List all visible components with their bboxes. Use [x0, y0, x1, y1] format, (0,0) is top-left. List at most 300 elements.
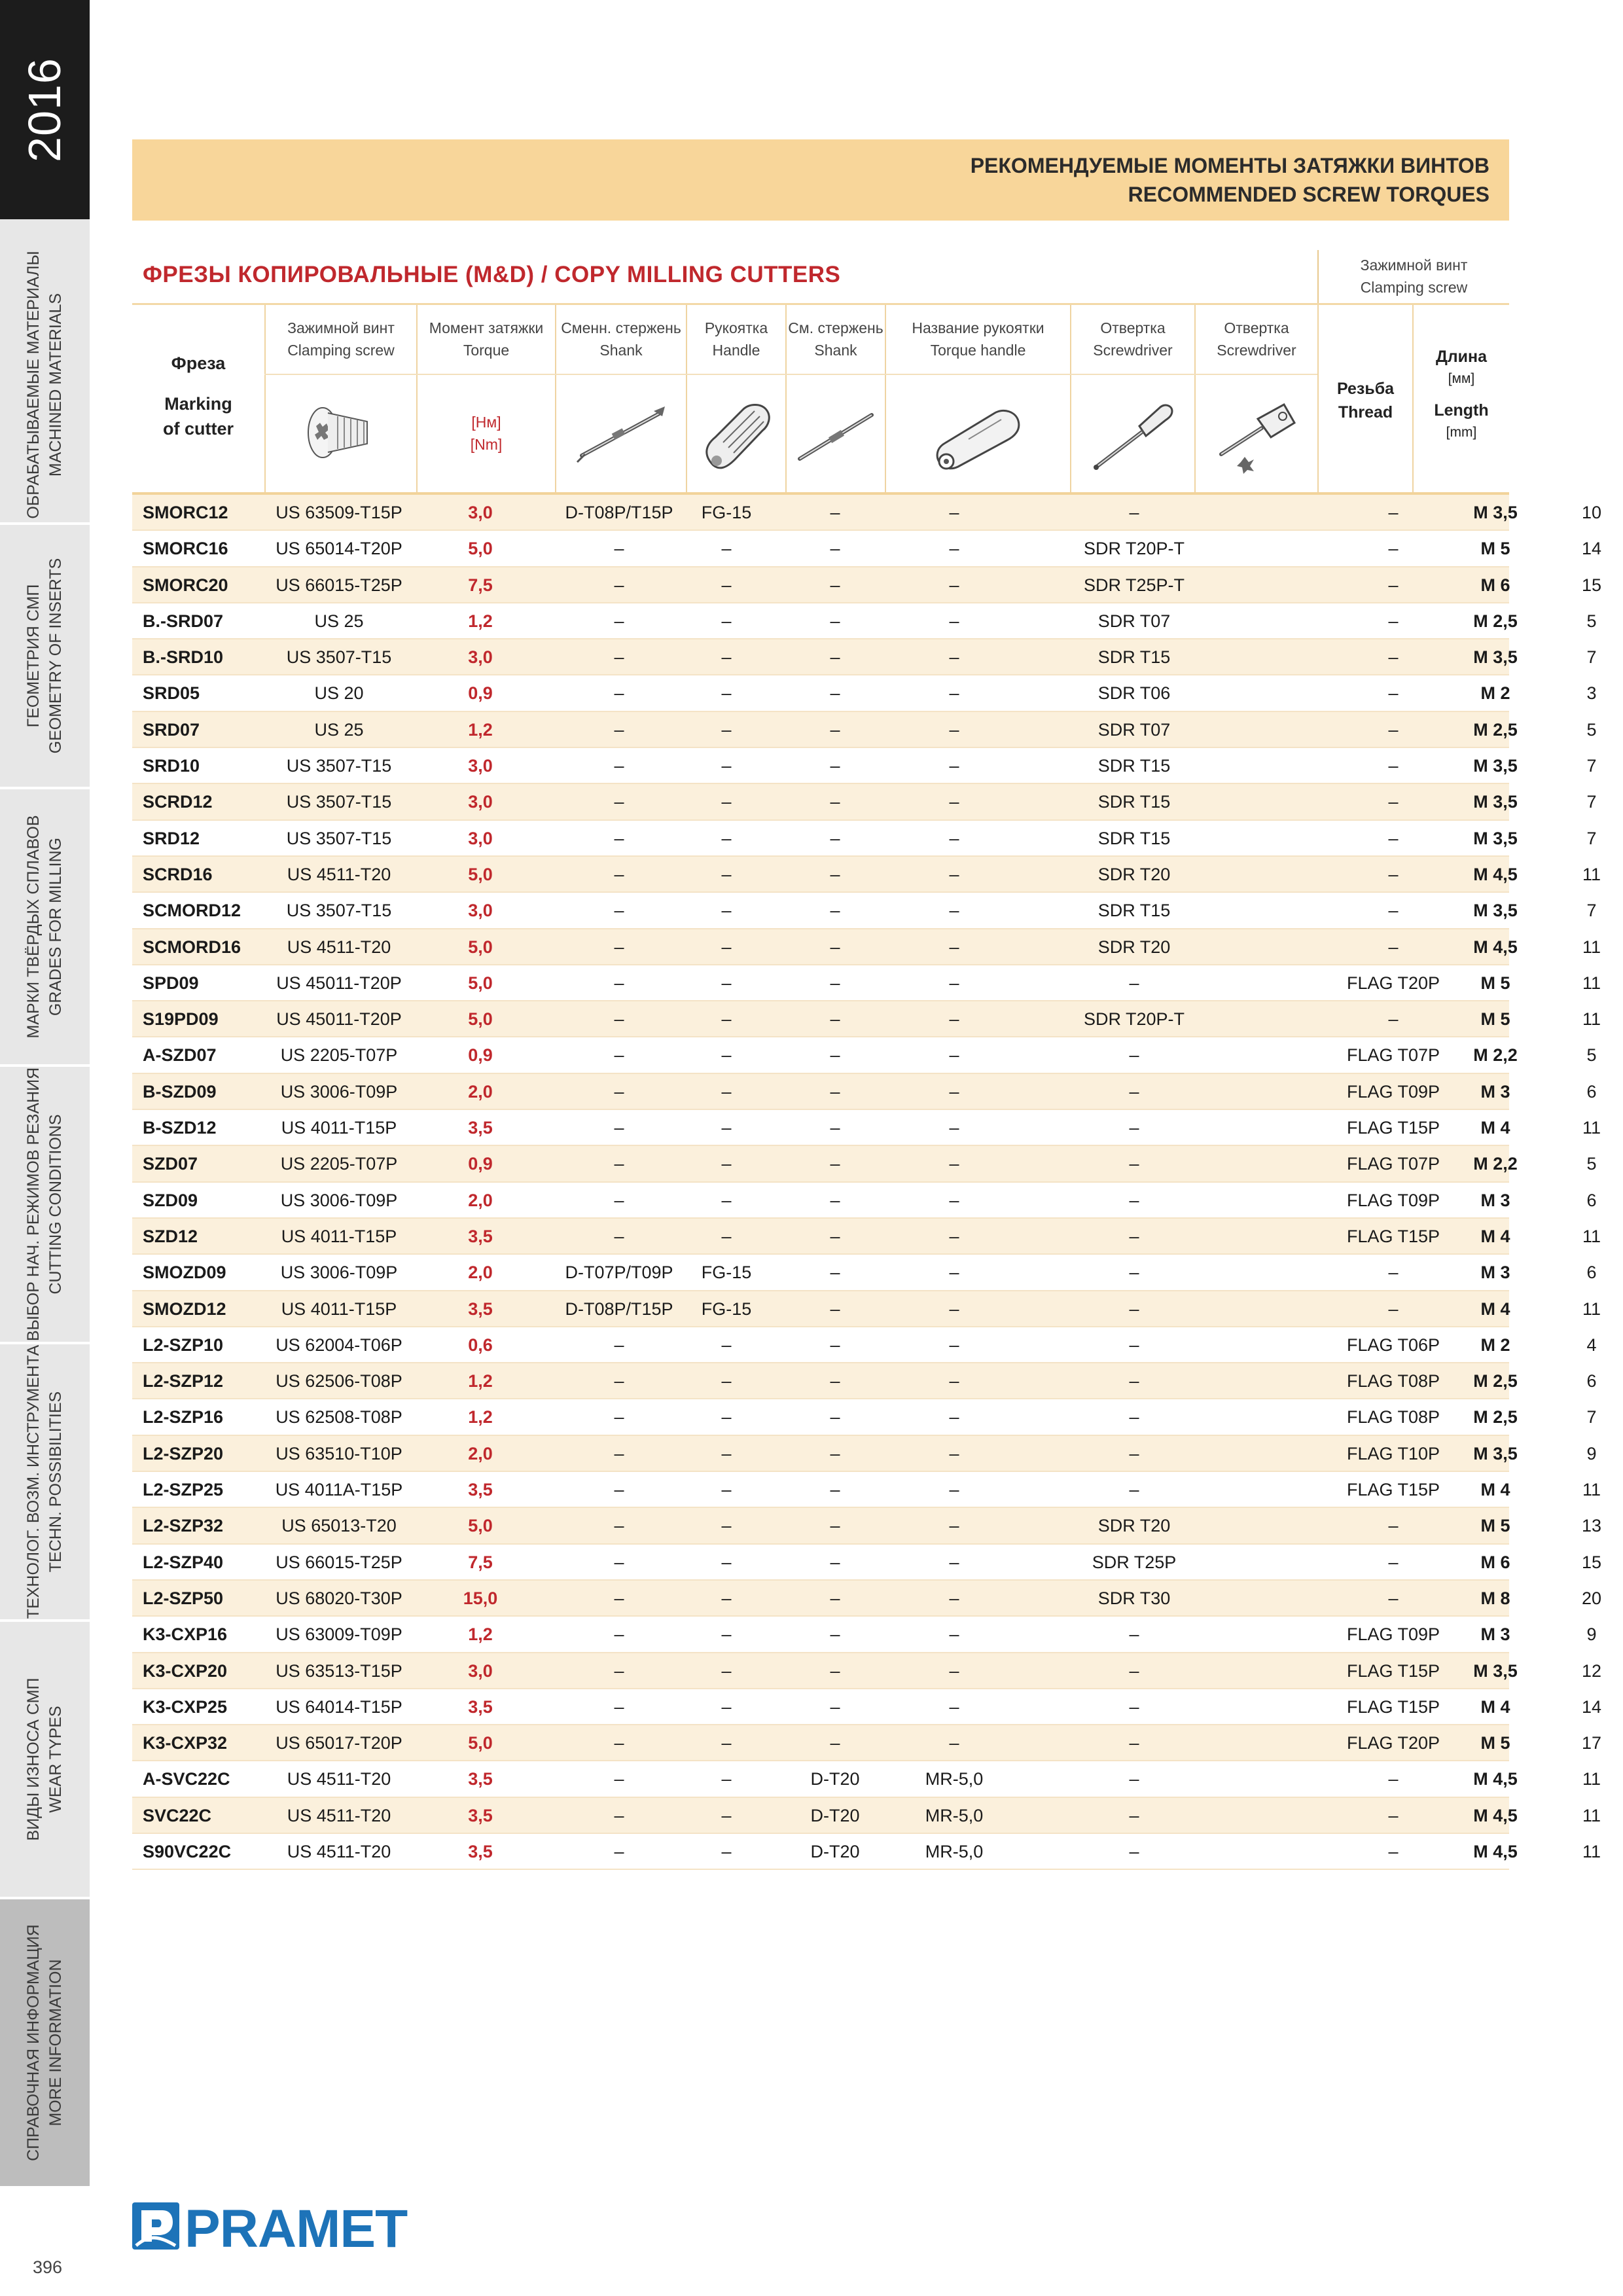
length-value: 11: [1582, 1805, 1601, 1825]
flag-screwdriver-value: –: [1388, 864, 1399, 884]
torque-value: 5,0: [468, 973, 493, 993]
cutter-marking: B.-SRD10: [143, 647, 224, 668]
header-screwdriver-2: [1194, 305, 1317, 492]
screwdriver-value: SDR T15: [1097, 647, 1171, 668]
header-length-en: Length: [1434, 401, 1489, 420]
screwdriver-value: –: [1129, 1263, 1139, 1283]
thread-value: M 2,2: [1473, 1154, 1518, 1174]
row-divider: [132, 1869, 1509, 1870]
length-value: 10: [1581, 503, 1602, 522]
flag-screwdriver-value: FLAG T09P: [1346, 1190, 1440, 1210]
shank-value: –: [614, 1588, 624, 1608]
torque-handle-value: –: [949, 1480, 959, 1500]
shank2-value: –: [830, 1335, 840, 1355]
sidebar-tab-en: MORE INFORMATION: [46, 1959, 65, 2126]
clamping-screw: US 3507-T15: [286, 792, 392, 812]
cutter-marking: L2-SZP16: [143, 1407, 224, 1427]
table-row: [132, 893, 1597, 929]
table-row: [132, 1436, 1597, 1472]
header-handle: [686, 305, 785, 492]
clamping-screw: US 2205-T07P: [280, 1045, 398, 1066]
screwdriver-value: –: [1129, 973, 1139, 993]
shank2-value: D-T20: [810, 1769, 860, 1789]
handle-value: –: [721, 539, 732, 559]
shank2-value: –: [830, 1733, 840, 1753]
year-label: 2016: [19, 58, 70, 162]
clamping-screw: US 4011-T15P: [281, 1299, 397, 1319]
flag-screwdriver-value: –: [1388, 683, 1399, 704]
logo-wordmark: PRAMET: [185, 2199, 408, 2259]
handle-value: –: [721, 1118, 732, 1138]
flag-screwdriver-value: –: [1388, 539, 1399, 559]
length-value: 5: [1586, 611, 1597, 631]
handle-value: –: [721, 1660, 732, 1681]
shank-value: –: [614, 973, 624, 993]
torque-handle-value: –: [949, 719, 959, 740]
flag-screwdriver-value: –: [1388, 1299, 1399, 1319]
flag-screwdriver-value: FLAG T07P: [1346, 1045, 1440, 1066]
header-marking-ru: Фреза: [171, 353, 226, 373]
shank-value: –: [614, 1841, 624, 1861]
header-en: Handle: [712, 342, 760, 359]
header-en: Screwdriver: [1093, 342, 1173, 359]
handle-value: –: [721, 611, 732, 631]
table-row: [132, 1363, 1597, 1399]
torque-handle-value: –: [949, 503, 959, 522]
length-value: 4: [1586, 1335, 1597, 1355]
shank2-value: –: [830, 647, 840, 668]
shank-value: –: [614, 575, 624, 595]
thread-value: M 2,5: [1473, 719, 1518, 740]
shank-value: –: [614, 828, 624, 848]
cutter-marking: SMOZD12: [143, 1299, 226, 1319]
torque-value: 2,0: [468, 1263, 493, 1283]
torque-table-body: [132, 495, 1602, 1870]
clamping-screw: US 4511-T20: [287, 1769, 391, 1789]
table-row: [132, 821, 1597, 857]
clamping-screw: US 4011-T15P: [281, 1118, 397, 1138]
table-row: [132, 495, 1602, 531]
clamping-screw-group-header: [1317, 250, 1509, 304]
header-length-unit-ru: [мм]: [1448, 371, 1475, 386]
shank2-value: –: [830, 1154, 840, 1174]
flag-screwdriver-value: –: [1388, 575, 1399, 595]
torque-handle-value: –: [949, 937, 959, 957]
length-value: 20: [1581, 1588, 1602, 1608]
torque-value: 5,0: [468, 1009, 493, 1030]
header-en: Torque: [463, 342, 510, 359]
flag-screwdriver-value: –: [1388, 1805, 1399, 1825]
clamping-screw: US 45011-T20P: [276, 973, 402, 993]
thread-value: M 5: [1480, 973, 1510, 993]
length-value: 9: [1586, 1443, 1597, 1463]
sidebar-tab-en: MACHINED MATERIALS: [46, 293, 65, 477]
cutter-marking: K3-CXP32: [143, 1733, 228, 1753]
flag-screwdriver-value: –: [1388, 719, 1399, 740]
thread-value: M 3,5: [1473, 792, 1518, 812]
banner-title-ru: РЕКОМЕНДУЕМЫЕ МОМЕНТЫ ЗАТЯЖКИ ВИНТОВ: [970, 154, 1489, 177]
header-ru: Рукоятка: [704, 319, 768, 336]
screwdriver-value: SDR T15: [1097, 901, 1171, 921]
thread-value: M 3,5: [1473, 503, 1518, 522]
cutter-marking: L2-SZP50: [143, 1588, 224, 1608]
screwdriver-value: –: [1129, 1805, 1139, 1825]
cutter-marking: SZD09: [143, 1190, 198, 1210]
length-value: 15: [1581, 1552, 1602, 1572]
handle-icon: [697, 397, 776, 478]
thread-value: M 2: [1480, 1335, 1510, 1355]
cutter-marking: SCRD16: [143, 864, 213, 884]
handle-value: –: [721, 1552, 732, 1572]
shank-value: –: [614, 1696, 624, 1717]
torque-handle-value: –: [949, 1154, 959, 1174]
torque-handle-value: –: [949, 1696, 959, 1717]
screwdriver-value: –: [1129, 1480, 1139, 1500]
sidebar-tab-techn-possibilities[interactable]: [0, 1344, 90, 1619]
table-row: [132, 1327, 1597, 1363]
shank2-value: –: [830, 901, 840, 921]
cutter-marking: B.-SRD07: [143, 611, 224, 631]
handle-value: –: [721, 792, 732, 812]
torque-handle-value: –: [949, 539, 959, 559]
flag-screwdriver-value: –: [1388, 828, 1399, 848]
torque-value: 3,0: [468, 756, 493, 776]
sidebar-tab-geometry[interactable]: [0, 525, 90, 787]
length-value: 11: [1582, 1009, 1601, 1030]
sidebar-tab-machined-materials[interactable]: [0, 247, 90, 522]
length-value: 14: [1581, 1696, 1602, 1717]
sidebar-tab-ru: ГЕОМЕТРИЯ СМП: [24, 584, 43, 728]
shank-value: –: [614, 1516, 624, 1536]
torque-handle-value: –: [949, 1263, 959, 1283]
thread-value: M 2,2: [1473, 1045, 1518, 1066]
table-row: [132, 712, 1597, 748]
torque-value: 3,0: [468, 503, 493, 522]
table-row: [132, 1110, 1601, 1146]
thread-value: M 8: [1480, 1588, 1510, 1608]
sidebar-tab-grades[interactable]: [0, 789, 90, 1064]
shank-value: D-T08P/T15P: [565, 503, 673, 522]
flag-screwdriver-value: FLAG T09P: [1346, 1624, 1440, 1645]
handle-value: –: [721, 1769, 732, 1789]
thread-value: M 3,5: [1473, 828, 1518, 848]
flag-screwdriver-value: –: [1388, 1516, 1399, 1536]
shank-value: –: [614, 1624, 624, 1645]
torque-value: 0,9: [468, 1154, 493, 1174]
torque-handle-value: –: [949, 1660, 959, 1681]
torque-handle-value: –: [949, 1733, 959, 1753]
sidebar-tab-wear-types[interactable]: [0, 1622, 90, 1897]
sidebar-tab-en: GRADES FOR MILLING: [46, 837, 65, 1016]
header-rule: [264, 374, 1317, 375]
screwdriver-value: SDR T20P-T: [1083, 539, 1185, 559]
clamping-screw: US 62506-T08P: [276, 1371, 402, 1391]
torque-value: 7,5: [468, 575, 493, 595]
screwdriver-value: SDR T20P-T: [1083, 1009, 1185, 1030]
table-row: [132, 1689, 1602, 1725]
shank-value: –: [614, 1480, 624, 1500]
sidebar-tab-en: WEAR TYPES: [46, 1706, 65, 1813]
clamping-screw: US 3006-T09P: [280, 1081, 398, 1102]
flag-screwdriver-value: –: [1388, 1841, 1399, 1861]
shank2-value: –: [830, 828, 840, 848]
torque-handle-value: –: [949, 1443, 959, 1463]
clamping-screw: US 4511-T20: [287, 937, 391, 957]
screwdriver-value: –: [1129, 1371, 1139, 1391]
flag-screwdriver-value: FLAG T15P: [1346, 1226, 1440, 1246]
shank-value: –: [614, 1805, 624, 1825]
handle-value: FG-15: [701, 1299, 752, 1319]
handle-value: –: [721, 1226, 732, 1246]
shank2-value: –: [830, 756, 840, 776]
shank2-value: –: [830, 937, 840, 957]
screwdriver-value: SDR T06: [1097, 683, 1171, 704]
clamping-screw: US 65017-T20P: [276, 1733, 402, 1753]
cutter-marking: SZD12: [143, 1226, 198, 1246]
torque-handle-value: –: [949, 1045, 959, 1066]
page-header-banner: [132, 139, 1509, 221]
screwdriver-value: SDR T15: [1097, 828, 1171, 848]
length-value: 11: [1582, 864, 1601, 884]
shank-icon: [572, 397, 670, 472]
handle-value: –: [721, 1624, 732, 1645]
thread-value: M 2: [1480, 683, 1510, 704]
screwdriver-value: –: [1129, 1226, 1139, 1246]
thread-value: M 4,5: [1473, 1841, 1518, 1861]
thread-value: M 4: [1480, 1480, 1510, 1500]
header-torque-handle: [885, 305, 1070, 492]
handle-value: –: [721, 1371, 732, 1391]
torque-value: 3,5: [468, 1805, 493, 1825]
torque-handle-value: –: [949, 1407, 959, 1427]
flag-screwdriver-value: –: [1388, 1009, 1399, 1030]
handle-value: –: [721, 973, 732, 993]
sidebar-tab-more-information[interactable]: [0, 1899, 90, 2186]
torque-handle-value: MR-5,0: [925, 1841, 984, 1861]
cutter-marking: L2-SZP25: [143, 1480, 224, 1500]
clamping-screw: US 4511-T20: [287, 864, 391, 884]
table-row: [132, 1255, 1597, 1291]
torque-handle-value: –: [949, 1552, 959, 1572]
shank2-value: –: [830, 1118, 840, 1138]
length-value: 11: [1582, 1841, 1601, 1861]
shank-value: –: [614, 1154, 624, 1174]
torque-value: 0,9: [468, 683, 493, 704]
header-thread-ru: Резьба: [1336, 380, 1395, 398]
shank-value: D-T07P/T09P: [565, 1263, 673, 1283]
cutter-marking: SZD07: [143, 1154, 198, 1174]
clamping-screw: US 63009-T09P: [276, 1624, 402, 1645]
handle-value: –: [721, 1009, 732, 1030]
flag-screwdriver-value: FLAG T20P: [1346, 973, 1440, 993]
torque-handle-value: –: [949, 611, 959, 631]
thread-value: M 2,5: [1473, 611, 1518, 631]
torque-handle-value: –: [949, 683, 959, 704]
shank2-value: –: [830, 973, 840, 993]
header-ru: Отвертка: [1224, 319, 1289, 336]
handle-value: –: [721, 683, 732, 704]
screwdriver-value: –: [1129, 1045, 1139, 1066]
shank2-value: –: [830, 1081, 840, 1102]
sidebar-tab-en: CUTTING CONDITIONS: [46, 1114, 65, 1295]
sidebar-tab-cutting-conditions[interactable]: [0, 1067, 90, 1342]
year-block: [0, 0, 90, 219]
banner-title-en: RECOMMENDED SCREW TORQUES: [1128, 183, 1489, 206]
shank-value: –: [614, 1733, 624, 1753]
screwdriver-value: –: [1129, 1733, 1139, 1753]
torque-value: 15,0: [463, 1588, 498, 1608]
shank-value: –: [614, 756, 624, 776]
cutter-marking: L2-SZP20: [143, 1443, 224, 1463]
cutter-marking: SVC22C: [143, 1805, 212, 1825]
pramet-logo-icon: [132, 2202, 179, 2250]
torque-handle-value: –: [949, 1299, 959, 1319]
length-value: 7: [1586, 792, 1597, 812]
shank2-value: –: [830, 539, 840, 559]
torque-handle-value: –: [949, 1226, 959, 1246]
header-length: [1412, 305, 1509, 492]
torque-handle-value: –: [949, 1190, 959, 1210]
screwdriver-value: –: [1129, 1081, 1139, 1102]
clamping-screw: US 66015-T25P: [276, 575, 402, 595]
cutter-marking: A-SZD07: [143, 1045, 217, 1066]
header-en: Torque handle: [930, 342, 1026, 359]
thread-value: M 3: [1480, 1263, 1510, 1283]
table-row: [132, 1074, 1597, 1110]
table-row: [132, 929, 1601, 965]
torque-handle-value: –: [949, 1081, 959, 1102]
handle-value: FG-15: [701, 1263, 752, 1283]
clamping-screw: US 3507-T15: [286, 756, 392, 776]
handle-value: –: [721, 901, 732, 921]
header-ru: Отвертка: [1100, 319, 1166, 336]
length-value: 11: [1582, 1118, 1601, 1138]
shank-value: –: [614, 1660, 624, 1681]
torque-handle-value: –: [949, 756, 959, 776]
torque-value: 5,0: [468, 937, 493, 957]
cutter-marking: SCRD12: [143, 792, 213, 812]
torque-value: 5,0: [468, 1516, 493, 1536]
screwdriver-value: SDR T20: [1097, 864, 1171, 884]
screwdriver-value: SDR T20: [1097, 1516, 1171, 1536]
torque-handle-value: –: [949, 1009, 959, 1030]
handle-value: –: [721, 937, 732, 957]
length-value: 6: [1586, 1081, 1597, 1102]
clamping-screw: US 20: [314, 683, 364, 704]
handle-value: FG-15: [701, 503, 752, 522]
shank-value: –: [614, 864, 624, 884]
thread-value: M 3: [1480, 1081, 1510, 1102]
length-value: 7: [1586, 1407, 1597, 1427]
torque-value: 0,9: [468, 1045, 493, 1066]
torque-unit-en: [Nm]: [470, 436, 503, 453]
torque-value: 3,0: [468, 1660, 493, 1681]
screwdriver-value: –: [1129, 1154, 1139, 1174]
length-value: 7: [1586, 901, 1597, 921]
shank-value: D-T08P/T15P: [565, 1299, 673, 1319]
torque-handle-value: –: [949, 792, 959, 812]
table-row: [132, 1617, 1597, 1653]
shank-value: –: [614, 1552, 624, 1572]
thread-value: M 4: [1480, 1696, 1510, 1717]
handle-value: –: [721, 1733, 732, 1753]
length-value: 5: [1586, 719, 1597, 740]
cutter-marking: SCMORD16: [143, 937, 241, 957]
torque-value: 5,0: [468, 864, 493, 884]
shank2-value: –: [830, 1443, 840, 1463]
header-length-unit-en: [mm]: [1446, 425, 1477, 440]
torque-unit-ru: [Нм]: [471, 414, 501, 431]
thread-value: M 6: [1480, 1552, 1510, 1572]
table-row: [132, 603, 1597, 639]
torque-value: 1,2: [468, 1624, 493, 1645]
thread-value: M 3,5: [1473, 756, 1518, 776]
flag-screwdriver-value: FLAG T20P: [1346, 1733, 1440, 1753]
torque-handle-value: –: [949, 1335, 959, 1355]
screwdriver-value: –: [1129, 1335, 1139, 1355]
torque-value: 1,2: [468, 1407, 493, 1427]
screwdriver-value: –: [1129, 1407, 1139, 1427]
cutter-marking: SRD10: [143, 756, 200, 776]
length-value: 7: [1586, 828, 1597, 848]
thread-value: M 6: [1480, 575, 1510, 595]
torque-handle-icon: [929, 393, 1027, 482]
length-value: 14: [1581, 539, 1602, 559]
shank2-value: –: [830, 1190, 840, 1210]
sidebar-tab-en: GEOMETRY OF INSERTS: [46, 558, 65, 754]
clamp-group-ru: Зажимной винт: [1360, 257, 1468, 274]
handle-value: –: [721, 756, 732, 776]
thread-value: M 2,5: [1473, 1371, 1518, 1391]
torque-value: 5,0: [468, 539, 493, 559]
handle-value: –: [721, 1696, 732, 1717]
shank-value: –: [614, 792, 624, 812]
flag-screwdriver-value: –: [1388, 937, 1399, 957]
flag-screwdriver-value: FLAG T15P: [1346, 1480, 1440, 1500]
header-length-ru: Длина: [1435, 348, 1488, 366]
table-row: [132, 1653, 1602, 1689]
header-thread: [1317, 305, 1412, 492]
screwdriver-value: –: [1129, 1299, 1139, 1319]
flag-screwdriver-value: –: [1388, 1263, 1399, 1283]
thread-value: M 3,5: [1473, 901, 1518, 921]
length-value: 11: [1582, 1769, 1601, 1789]
torque-handle-value: MR-5,0: [925, 1769, 984, 1789]
length-value: 6: [1586, 1263, 1597, 1283]
shank-value: –: [614, 1190, 624, 1210]
shank-value: –: [614, 937, 624, 957]
header-ru: Зажимной винт: [287, 319, 395, 336]
shank2-value: –: [830, 575, 840, 595]
handle-value: –: [721, 1045, 732, 1066]
table-row: [132, 1146, 1597, 1182]
shank-value: –: [614, 647, 624, 668]
thread-value: M 4: [1480, 1299, 1510, 1319]
screwdriver-value: SDR T15: [1097, 792, 1171, 812]
torque-value: 3,5: [468, 1769, 493, 1789]
torque-value: 0,6: [468, 1335, 493, 1355]
shank2-value: –: [830, 1624, 840, 1645]
flag-screwdriver-value: FLAG T09P: [1346, 1081, 1440, 1102]
thread-value: M 4,5: [1473, 1769, 1518, 1789]
torque-value: 7,5: [468, 1552, 493, 1572]
shank-value: –: [614, 1769, 624, 1789]
shank2-value: –: [830, 683, 840, 704]
table-row: [132, 531, 1602, 567]
torque-value: 3,0: [468, 828, 493, 848]
handle-value: –: [721, 1407, 732, 1427]
screwdriver-value: –: [1129, 1841, 1139, 1861]
